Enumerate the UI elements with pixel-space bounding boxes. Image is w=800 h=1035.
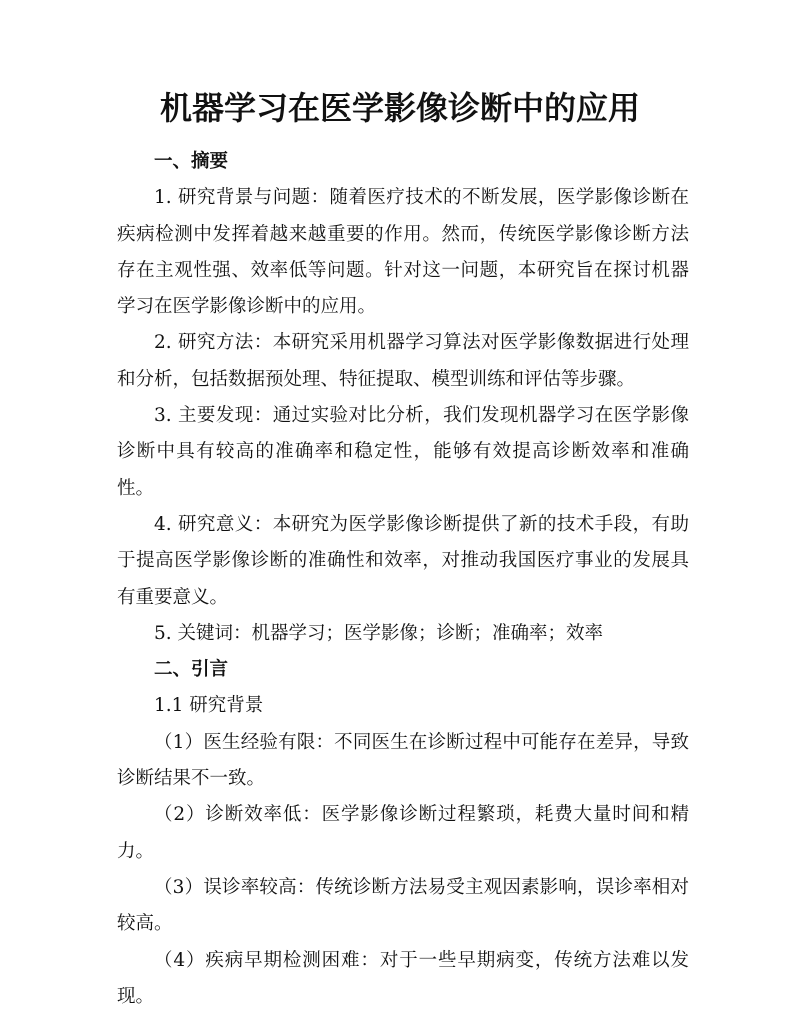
abstract-paragraph-findings: 3. 主要发现：通过实验对比分析，我们发现机器学习在医学影像诊断中具有较高的准确率和稳定性，能够有效提高诊断效率和准确性。 <box>117 405 689 499</box>
abstract-paragraph-methods: 2. 研究方法：本研究采用机器学习算法对医学影像数据进行处理和分析，包括数据预处理、特征提取、模型训练和评估等步骤。 <box>117 332 689 390</box>
document-title: 机器学习在医学影像诊断中的应用 <box>159 89 640 127</box>
background-item-4: （4）疾病早期检测困难：对于一些早期病变，传统方法难以发现。 <box>117 949 689 1007</box>
background-item-2: （2）诊断效率低：医学影像诊断过程繁琐，耗费大量时间和精力。 <box>117 804 689 862</box>
abstract-paragraph-background: 1. 研究背景与问题：随着医疗技术的不断发展，医学影像诊断在疾病检测中发挥着越来越重要的作用。然而，传统医学影像诊断方法存在主观性强、效率低等问题。针对这一问题，本研究旨在探讨机器学习在医学影像诊断中的应用。 <box>117 187 689 318</box>
subsection-heading-background: 1.1 研究背景 <box>154 695 264 717</box>
section-heading-introduction: 二、引言 <box>154 659 229 681</box>
background-item-1: （1）医生经验有限：不同医生在诊断过程中可能存在差异，导致诊断结果不一致。 <box>117 731 689 790</box>
document-body <box>117 144 689 1015</box>
background-item-3: （3）误诊率较高：传统诊断方法易受主观因素影响，误诊率相对较高。 <box>117 876 689 935</box>
section-heading-abstract: 一、摘要 <box>154 151 229 172</box>
abstract-paragraph-keywords: 5. 关键词：机器学习；医学影像；诊断；准确率；效率 <box>154 622 604 644</box>
abstract-paragraph-significance: 4. 研究意义：本研究为医学影像诊断提供了新的技术手段，有助于提高医学影像诊断的准确性和效率，对推动我国医疗事业的发展具有重要意义。 <box>117 513 689 608</box>
